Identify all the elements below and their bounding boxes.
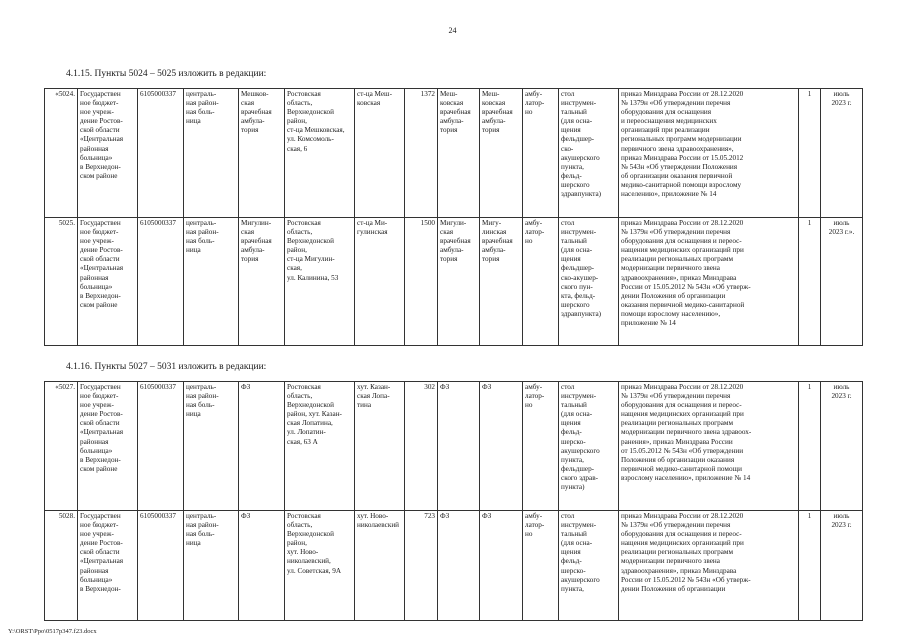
settlement-cell: хут. Ново- николаевский [355, 511, 405, 621]
unit3-cell: Мигу- линская врачебная амбула- тория [480, 218, 523, 346]
count-cell: 1 [799, 89, 821, 218]
unit3-cell: Меш- ковская врачебная амбула- тория [480, 89, 523, 218]
mo-type-cell: централь- ная район- ная боль- ница [184, 89, 239, 218]
unit-cell: ФЗ [239, 382, 285, 511]
population-cell: 1500 [405, 218, 438, 346]
document-path-footer: Y:\ORST\Ppo\0517p347.f23.docx [8, 628, 97, 635]
organization-cell: Государствен ное бюджет- ное учреж- дение Ростов- ской области «Центральная районная больница» в Верхнедон- ском районе [78, 218, 138, 346]
unit3-cell: ФЗ [480, 382, 523, 511]
table-row [45, 511, 863, 621]
population-cell: 1372 [405, 89, 438, 218]
count-cell: 1 [799, 511, 821, 621]
equipment-cell: стол инструмен- тальный (для осна- щения фельдшер- ско-акушер- ского пун- кта, фельд- шерского здравпункта) [559, 218, 619, 346]
equipment-cell: стол инструмен- тальный (для осна- щения фельд- шерско- акушерского пункта, фельдшер- ского здрав- пункта) [559, 382, 619, 511]
count-cell: 1 [799, 382, 821, 511]
population-cell: 723 [405, 511, 438, 621]
inn-cell: 6105000337 [138, 382, 184, 511]
unit2-cell: ФЗ [438, 511, 480, 621]
inn-cell: 6105000337 [138, 89, 184, 218]
row-number: «5024. [45, 89, 78, 218]
address-cell: Ростовская область, Верхнедонской район, ст-ца Мешковская, ул. Комсомоль- ская, 6 [285, 89, 355, 218]
population-cell: 302 [405, 382, 438, 511]
organization-cell: Государствен ное бюджет- ное учреж- дение Ростов- ской области «Центральная районная больница» в Верхнедон- ском районе [78, 89, 138, 218]
table-row [45, 89, 863, 218]
unit-cell: Мигулин- ская врачебная амбула- тория [239, 218, 285, 346]
basis-cell: приказ Минздрава России от 28.12.2020 № 1379н «Об утверждении перечня оборудования для оснащения и переос- нащения медицинских организаций при реализации региональных программ модернизации первичного звена здравоох- ранения», приказ Минздрава России от 15.05.2012 № 543н «Об утверждении Положения об организации оказания первичной медико-санитарной помощи взрослому населению», приложение № 14 [619, 382, 799, 511]
table-row [45, 382, 863, 511]
page-number: 24 [448, 26, 457, 35]
unit3-cell: ФЗ [480, 511, 523, 621]
mo-type-cell: централь- ная район- ная боль- ница [184, 511, 239, 621]
term-cell: июль 2023 г. [821, 511, 863, 621]
count-cell: 1 [799, 218, 821, 346]
section-heading-4-1-15: 4.1.15. Пункты 5024 – 5025 изложить в редакции: [66, 69, 267, 79]
basis-cell: приказ Минздрава России от 28.12.2020 № 1379н «Об утверждении перечня оборудования для оснащения и переос- нащения медицинских организаций при реализации региональных программ модернизации первичного звена здравоохранения», приказ Минздрава России от 15.05.2012 № 543н «Об утверж- дении Положения об организации [619, 511, 799, 621]
section-heading-4-1-16: 4.1.16. Пункты 5027 – 5031 изложить в редакции: [66, 362, 267, 372]
organization-cell: Государствен ное бюджет- ное учреж- дение Ростов- ской области «Центральная районная больница» в Верхнедон- ском районе [78, 382, 138, 511]
term-cell: июль 2023 г.». [821, 218, 863, 346]
care-cell: амбу- латор- но [523, 511, 559, 621]
row-number: 5025. [45, 218, 78, 346]
care-cell: амбу- латор- но [523, 218, 559, 346]
term-cell: июль 2023 г. [821, 382, 863, 511]
amendment-table-1 [44, 88, 863, 346]
inn-cell: 6105000337 [138, 218, 184, 346]
care-cell: амбу- латор- но [523, 89, 559, 218]
unit2-cell: Мигули- ская врачебная амбула- тория [438, 218, 480, 346]
term-cell: июль 2023 г. [821, 89, 863, 218]
settlement-cell: ст-ца Ми- гулинская [355, 218, 405, 346]
address-cell: Ростовская область, Верхнедонской район, ст-ца Мигулин- ская, ул. Калинина, 53 [285, 218, 355, 346]
settlement-cell: хут. Казан- ская Лопа- тина [355, 382, 405, 511]
unit2-cell: Меш- ковская врачебная амбула- тория [438, 89, 480, 218]
amendment-table-2 [44, 381, 863, 621]
inn-cell: 6105000337 [138, 511, 184, 621]
mo-type-cell: централь- ная район- ная боль- ница [184, 218, 239, 346]
mo-type-cell: централь- ная район- ная боль- ница [184, 382, 239, 511]
care-cell: амбу- латор- но [523, 382, 559, 511]
address-cell: Ростовская область, Верхнедонской район, хут. Ново- николаевский, ул. Советская, 9А [285, 511, 355, 621]
basis-cell: приказ Минздрава России от 28.12.2020 № 1379н «Об утверждении перечня оборудования для оснащения и переоснащения медицинских организаций при реализации региональных программ модернизации первичного звена здравоохранения», приказ Минздрава России от 15.05.2012 № 543н «Об утверждении Положения об организации оказания первичной медико-санитарной помощи взрослому населению», приложение № 14 [619, 89, 799, 218]
settlement-cell: ст-ца Меш- ковская [355, 89, 405, 218]
table-row [45, 218, 863, 346]
unit2-cell: ФЗ [438, 382, 480, 511]
equipment-cell: стол инструмен- тальный (для осна- щения фельд- шерско- акушерского пункта, [559, 511, 619, 621]
row-number: 5028. [45, 511, 78, 621]
equipment-cell: стол инструмен- тальный (для осна- щения фельдшер- ско- акушерского пункта, фельд- шерского здравпункта) [559, 89, 619, 218]
basis-cell: приказ Минздрава России от 28.12.2020 № 1379н «Об утверждении перечня оборудования для оснащения и переос- нащения медицинских организаций при реализации региональных программ модернизации первичного звена здравоохранения», приказ Минздрава России от 15.05.2012 № 543н «Об утверж- дении Положения об организации оказания первичной медико-санитарной помощи взрослому населению», приложение № 14 [619, 218, 799, 346]
unit-cell: Мешков- ская врачебная амбула- тория [239, 89, 285, 218]
address-cell: Ростовская область, Верхнедонской район, хут. Казан- ская Лопатина, ул. Лопатин- ская, 63 А [285, 382, 355, 511]
unit-cell: ФЗ [239, 511, 285, 621]
row-number: «5027. [45, 382, 78, 511]
organization-cell: Государствен ное бюджет- ное учреж- дение Ростов- ской области «Центральная районная больница» в Верхнедон- [78, 511, 138, 621]
